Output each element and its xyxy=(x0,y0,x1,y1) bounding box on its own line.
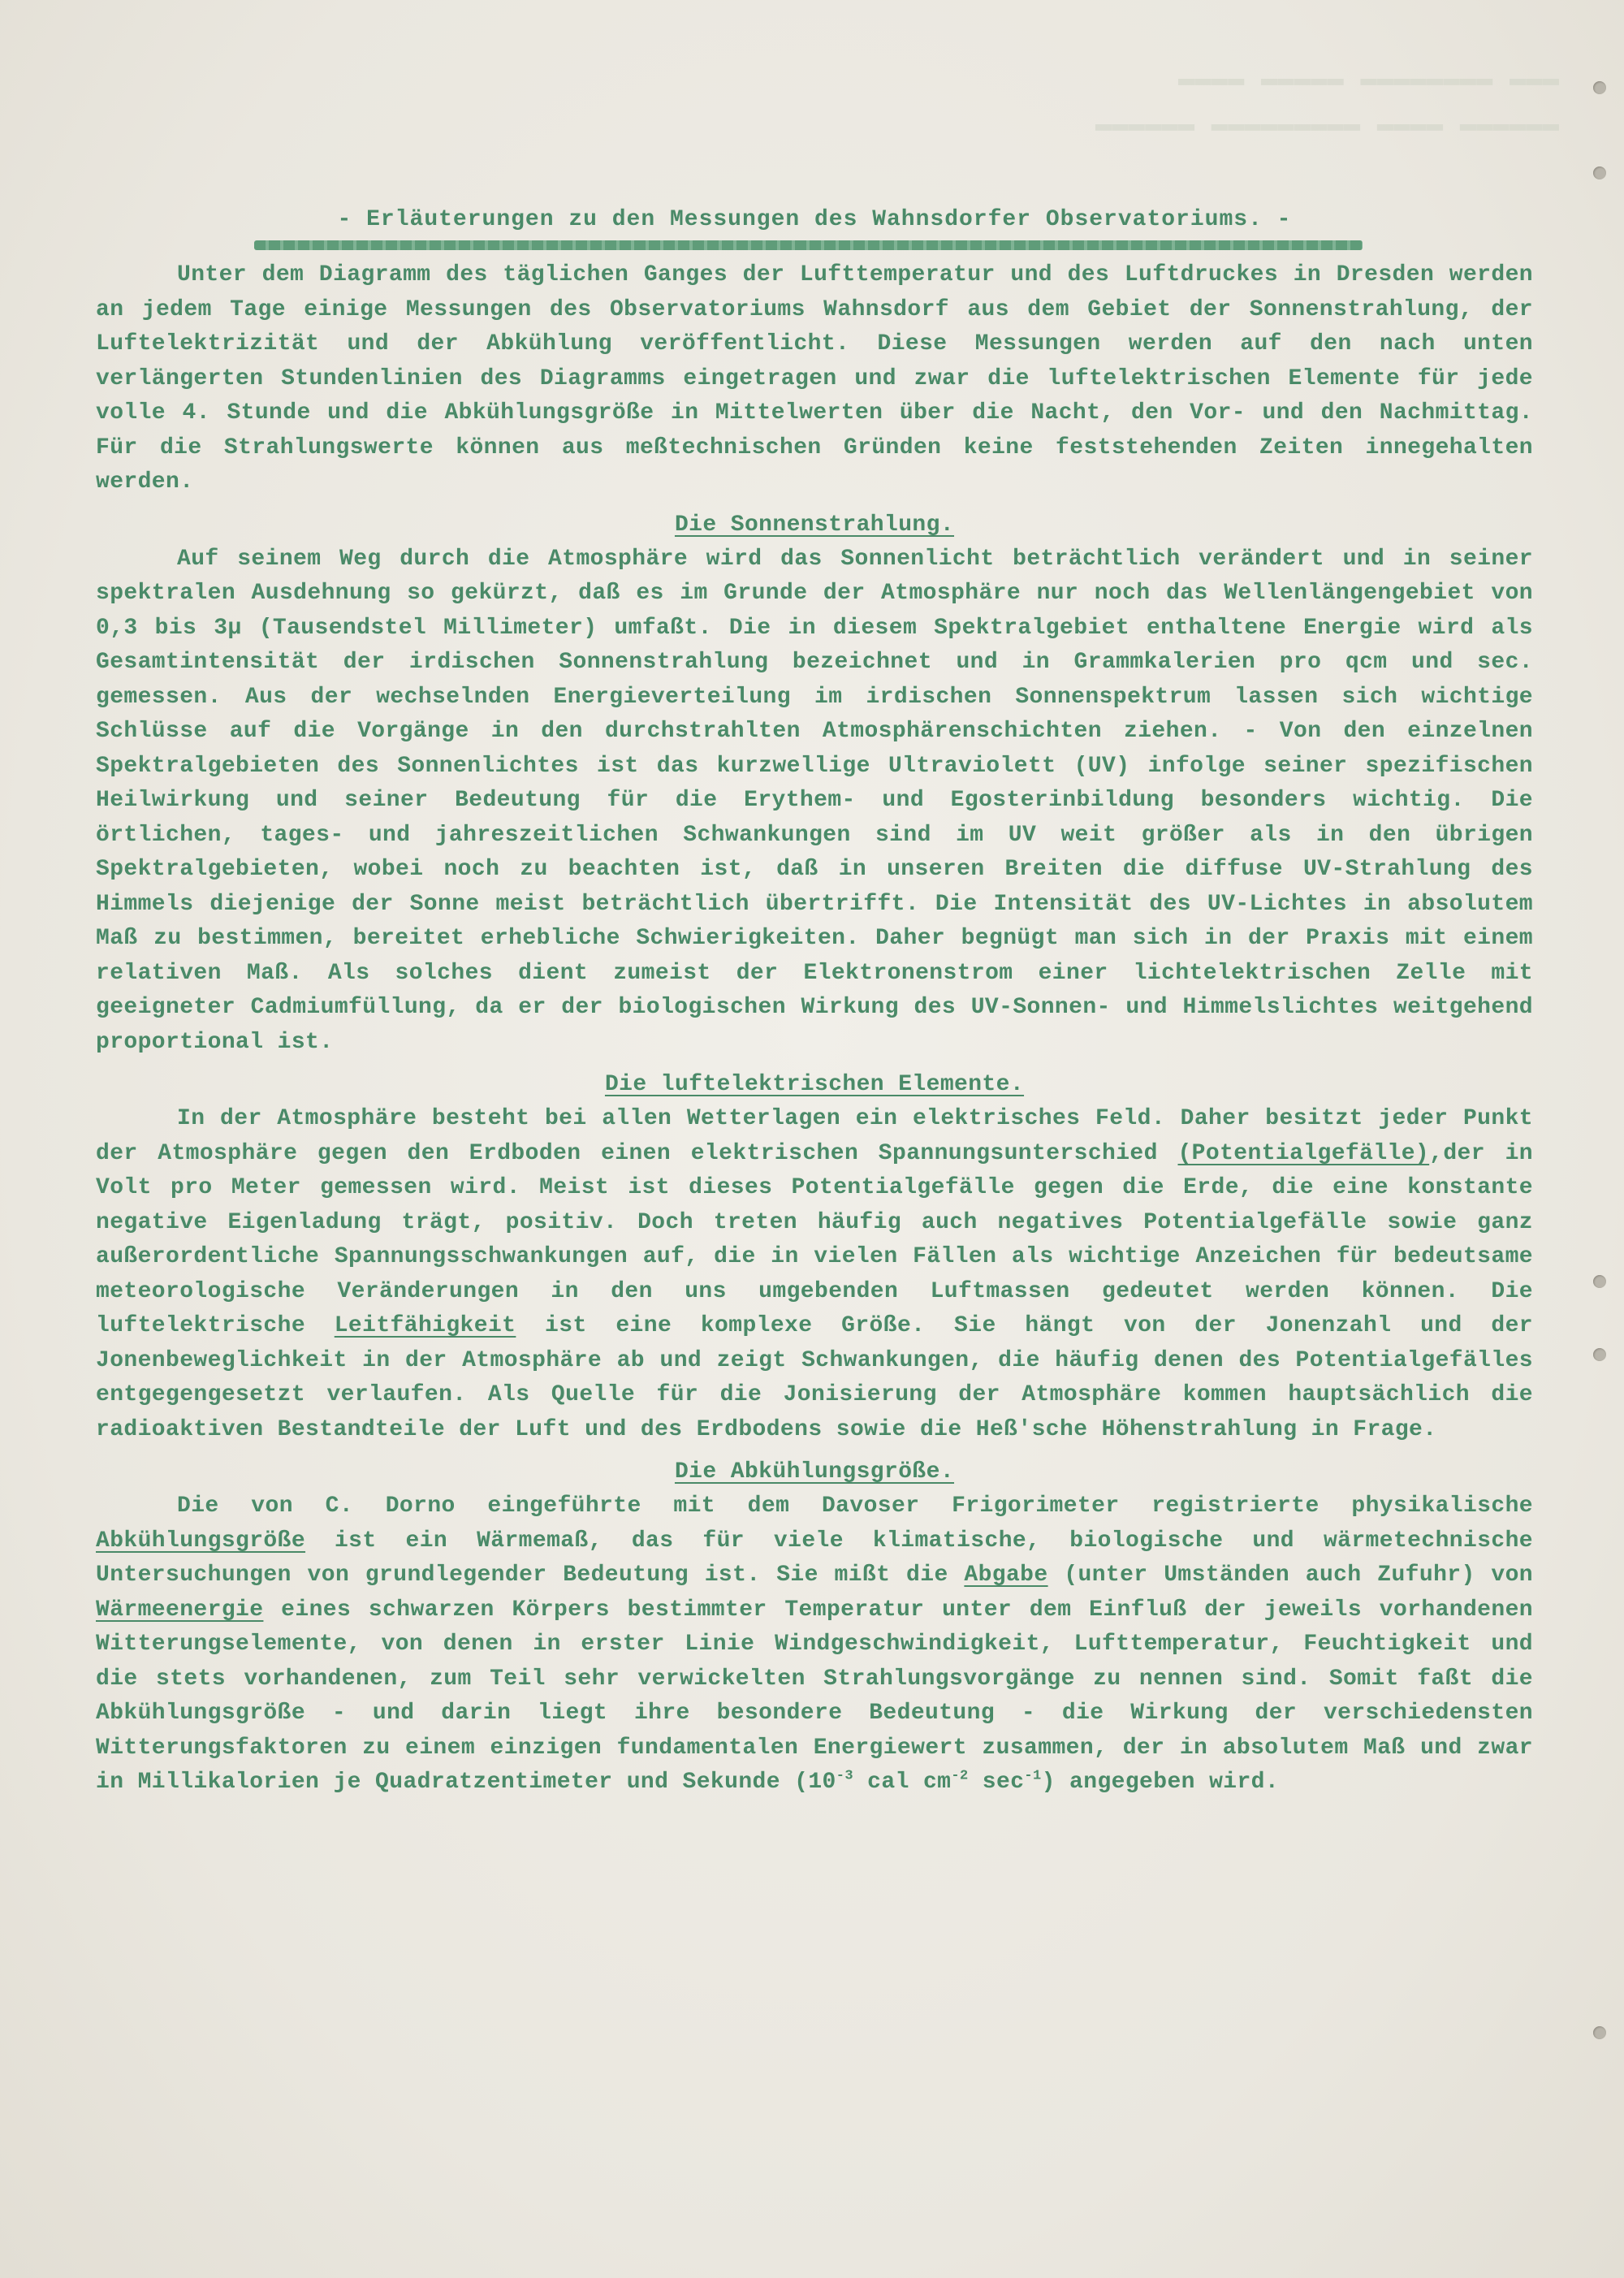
text-run: ist eine komplexe Größe. Sie hängt von der Jonenzahl und der Jonenbeweglichkeit in der Atmosphäre ab und zeigt Schwankungen, die häufig denen des Potentialgefälles entgegengesetzt verlaufen. Als Quelle für die Jonisierung der Atmosphäre kommen hauptsächlich die radioaktiven Bestandteile der Luft und des Erdbodens sowie die Heß'sche Höhenstrahlung in Frage. xyxy=(96,1313,1533,1442)
underlined-term-leitfaehigkeit: Leitfähigkeit xyxy=(334,1313,516,1338)
text-run: (unter Umständen auch Zufuhr) von xyxy=(1047,1563,1533,1588)
section-heading-sonnenstrahlung: Die Sonnenstrahlung. xyxy=(674,512,955,538)
document-body xyxy=(96,203,1533,1800)
show-through-texture: ▬▬▬ ▬▬▬▬▬▬▬▬ ▬▬▬▬▬ ▬▬▬▬ ▬▬▬▬▬▬ ▬▬▬▬ ▬▬▬▬▬▬▬▬▬ ▬▬▬▬▬▬ xyxy=(1095,64,1559,140)
punch-hole-decoration xyxy=(1593,1275,1606,1288)
title-underline-rule xyxy=(254,240,1363,250)
underlined-term-abgabe: Abgabe xyxy=(964,1563,1048,1588)
text-run: eines schwarzen Körpers bestimmter Temperatur unter dem Einfluß der jeweils vorhandenen Witterungselemente, von denen in erster Linie Windgeschwindigkeit, Lufttemperatur, Feuchtigkeit und die stets vorhandenen, zum Teil sehr verwickelten Strahlungsvorgänge zu nennen sind. Somit faßt die Abkühlungsgröße - und darin liegt ihre besondere Bedeutung - die Wirkung der verschiedensten Witterungsfaktoren zu einem einzigen fundamentalen Energiewert zusammen, der in absolutem Maß und zwar in Millikalorien je Quadratzentimeter und Sekunde (10 xyxy=(96,1597,1533,1795)
text-run: ,der in Volt pro Meter gemessen wird. Meist ist dieses Potentialgefälle gegen die Erde, die eine konstante negative Eigenladung trägt, positiv. Doch treten häufig auch negatives Potentialgefälle sowie ganz außerordentliche Spannungsschwankungen auf, die in vielen Fällen als wichtige Anzeichen für bedeutsame meteorologische Veränderungen in den uns umgebenden Luftmassen gedeutet werden können. Die luftelektrische xyxy=(96,1140,1533,1338)
section-heading-luftelektrische-elemente: Die luftelektrischen Elemente. xyxy=(604,1072,1025,1097)
text-run: sec xyxy=(968,1770,1025,1795)
exponent: -1 xyxy=(1024,1768,1042,1784)
punch-hole-decoration xyxy=(1593,81,1606,94)
intro-paragraph: Unter dem Diagramm des täglichen Ganges der Lufttemperatur und des Luftdruckes in Dresden werden an jedem Tage einige Messungen des Observatoriums Wahnsdorf aus dem Gebiet der Sonnenstrahlung, der Luftelektrizität und der Abkühlung veröffentlicht. Diese Messungen werden auf den nach unten verlängerten Stundenlinien des Diagramms eingetragen und zwar die luftelektrischen Elemente für jede volle 4. Stunde und die Abkühlungsgröße in Mittelwerten über die Nacht, den Vor- und den Nachmittag. Für die Strahlungswerte können aus meßtechnischen Gründen keine feststehenden Zeiten innegehalten werden. xyxy=(96,262,1533,495)
underlined-term-potentialgefaelle: (Potentialgefälle) xyxy=(1177,1140,1430,1166)
section-heading-abkuehlungsgroesse: Die Abkühlungsgröße. xyxy=(674,1459,955,1485)
exponent: -3 xyxy=(836,1768,853,1784)
punch-hole-decoration xyxy=(1593,1348,1606,1361)
underlined-term-abkuehlungsgroesse: Abkühlungsgröße xyxy=(96,1528,306,1554)
underlined-term-waermeenergie: Wärmeenergie xyxy=(96,1597,264,1623)
document-title: - Erläuterungen zu den Messungen des Wahnsdorfer Observatoriums. - xyxy=(337,207,1292,232)
text-run: In der Atmosphäre besteht bei allen Wetterlagen ein elektrisches Feld. Daher besitzt jeder Punkt der Atmosphäre gegen den Erdboden einen elektrischen Spannungsunterschied xyxy=(96,1106,1533,1166)
text-run: ) angegeben wird. xyxy=(1041,1770,1280,1795)
text-run: Die von C. Dorno eingeführte mit dem Davoser Frigorimeter registrierte physikalische xyxy=(177,1493,1533,1519)
punch-hole-decoration xyxy=(1593,166,1606,179)
text-run: ist ein Wärmemaß, das für viele klimatische, biologische und wärmetechnische Untersuchungen von grundlegender Bedeutung ist. Sie mißt die xyxy=(96,1528,1533,1588)
section-text-abkuehlungsgroesse xyxy=(96,1489,1533,1800)
section-text-luftelektrische-elemente xyxy=(96,1102,1533,1447)
text-run: cal cm xyxy=(853,1770,952,1795)
exponent: -2 xyxy=(951,1768,969,1784)
section-text-sonnenstrahlung: Auf seinem Weg durch die Atmosphäre wird das Sonnenlicht beträchtlich verändert und in seiner spektralen Ausdehnung so gekürzt, daß es im Grunde der Atmosphäre nur noch das Wellenlängengebiet von 0,3 bis 3μ (Tausendstel Millimeter) umfaßt. Die in diesem Spektralgebiet enthaltene Energie wird als Gesamtintensität der irdischen Sonnenstrahlung bezeichnet und in Grammkalerien pro qcm und sec. gemessen. Aus der wechselnden Energieverteilung im irdischen Sonnenspektrum lassen sich wichtige Schlüsse auf die Vorgänge in den durchstrahlten Atmosphärenschichten ziehen. - Von den einzelnen Spektralgebieten des Sonnenlichtes ist das kurzwellige Ultraviolett (UV) infolge seiner spezifischen Heilwirkung und seiner Bedeutung für die Erythem- und Egosterinbildung besonders wichtig. Die örtlichen, tages- und jahreszeitlichen Schwankungen sind im UV weit größer als in den übrigen Spektralgebieten, wobei noch zu beachten ist, daß in unseren Breiten die diffuse UV-Strahlung des Himmels diejenige der Sonne meist beträchtlich übertrifft. Die Intensität des UV-Lichtes in absolutem Maß zu bestimmen, bereitet erhebliche Schwierigkeiten. Daher begnügt man sich in der Praxis mit einem relativen Maß. Als solches dient zumeist der Elektronenstrom einer lichtelektrischen Zelle mit geeigneter Cadmiumfüllung, da er der biologischen Wirkung des UV-Sonnen- und Himmelslichtes weitgehend proportional ist. xyxy=(96,546,1533,1055)
punch-hole-decoration xyxy=(1593,2026,1606,2039)
